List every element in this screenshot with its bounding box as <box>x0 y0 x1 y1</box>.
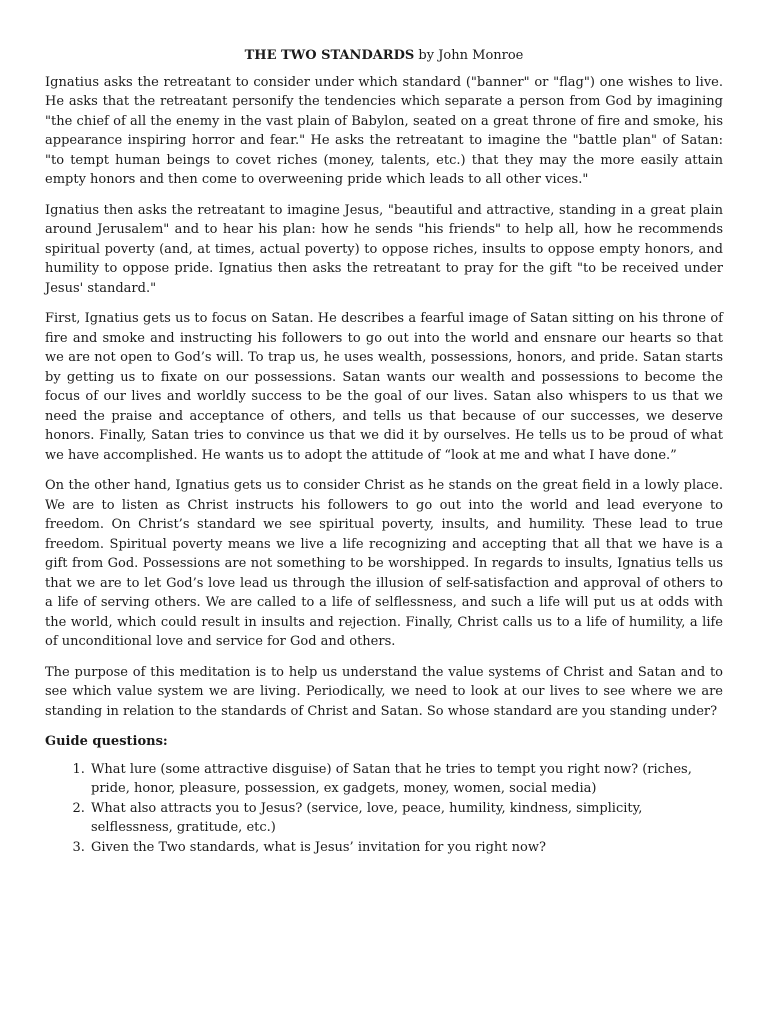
paragraph-4: On the other hand, Ignatius gets us to consider Christ as he stands on the great field in a lowly place. We are to listen as Christ instructs his followers to go out into the world and lead everyone to freedom. On Christ’s standard we see spiritual poverty, insults, and humility. These lead to true freedom. Spiritual poverty means we live a life recognizing and accepting that all that we have is a gift from God. Possessions are not something to be worshipped. In regards to insults, Ignatius tells us that we are to let God’s love lead us through the illusion of self-satisfaction and approval of others to a life of serving others. We are called to a life of selflessness, and such a life will put us at odds with the world, which could result in insults and rejection. Finally, Christ calls us to a life of humility, a life of unconditional love and service for God and others. <box>45 478 723 649</box>
document-page <box>45 46 723 857</box>
paragraph-2: Ignatius then asks the retreatant to imagine Jesus, "beautiful and attractive, standing in a great plain around Jerusalem" and to hear his plan: how he sends "his friends" to help all, how he recommends spiritual poverty (and, at times, actual poverty) to oppose riches, insults to oppose empty honors, and humility to oppose pride. Ignatius then asks the retreatant to pray for the gift "to be received under Jesus' standard." <box>45 202 723 296</box>
question-1: 1. What lure (some attractive disguise) of Satan that he tries to tempt you right now? (riches, pride, honor, pleasure, possession, ex gadgets, money, women, social media) <box>89 760 723 799</box>
paragraph-1: Ignatius asks the retreatant to consider under which standard ("banner" or "flag") one wishes to live. He asks that the retreatant personify the tendencies which separate a person from God by imagining "the chief of all the enemy in the vast plain of Babylon, seated on a great throne of fire and smoke, his appearance inspiring horror and fear." He asks the retreatant to imagine the "battle plan" of Satan: "to tempt human beings to covet riches (money, talents, etc.) that they may the more easily attain empty honors and then come to overweening pride which leads to all other vices." <box>45 74 723 187</box>
document-title <box>45 46 723 66</box>
guide-questions-heading: Guide questions: <box>45 734 168 749</box>
paragraph-5: The purpose of this meditation is to help us understand the value systems of Christ and Satan and to see which value system we are living. Periodically, we need to look at our lives to see where we are standing in relation to the standards of Christ and Satan. So whose standard are you standing under? <box>45 664 723 719</box>
title-bold: THE TWO STANDARDS <box>244 48 415 63</box>
paragraph-3: First, Ignatius gets us to focus on Satan. He describes a fearful image of Satan sitting on his throne of fire and smoke and instructing his followers to go out into the world and ensnare our hearts so that we are not open to God’s will. To trap us, he uses wealth, possessions, honors, and pride. Satan starts by getting us to fixate on our possessions. Satan wants our wealth and possessions to become the focus of our lives and worldly success to be the goal of our lives. Satan also whispers to us that we need the praise and acceptance of others, and tells us that because of our successes, we deserve honors. Finally, Satan tries to convince us that we did it by ourselves. He tells us to be proud of what we have accomplished. He wants us to adopt the attitude of “look at me and what I have done.” <box>45 311 723 463</box>
question-3: 3. Given the Two standards, what is Jesus’ invitation for you right now? <box>89 838 723 858</box>
question-2: 2. What also attracts you to Jesus? (service, love, peace, humility, kindness, simplicity, selflessness, gratitude, etc.) <box>89 799 723 838</box>
title-author: by John Monroe <box>414 48 524 63</box>
guide-questions-list <box>45 760 723 858</box>
